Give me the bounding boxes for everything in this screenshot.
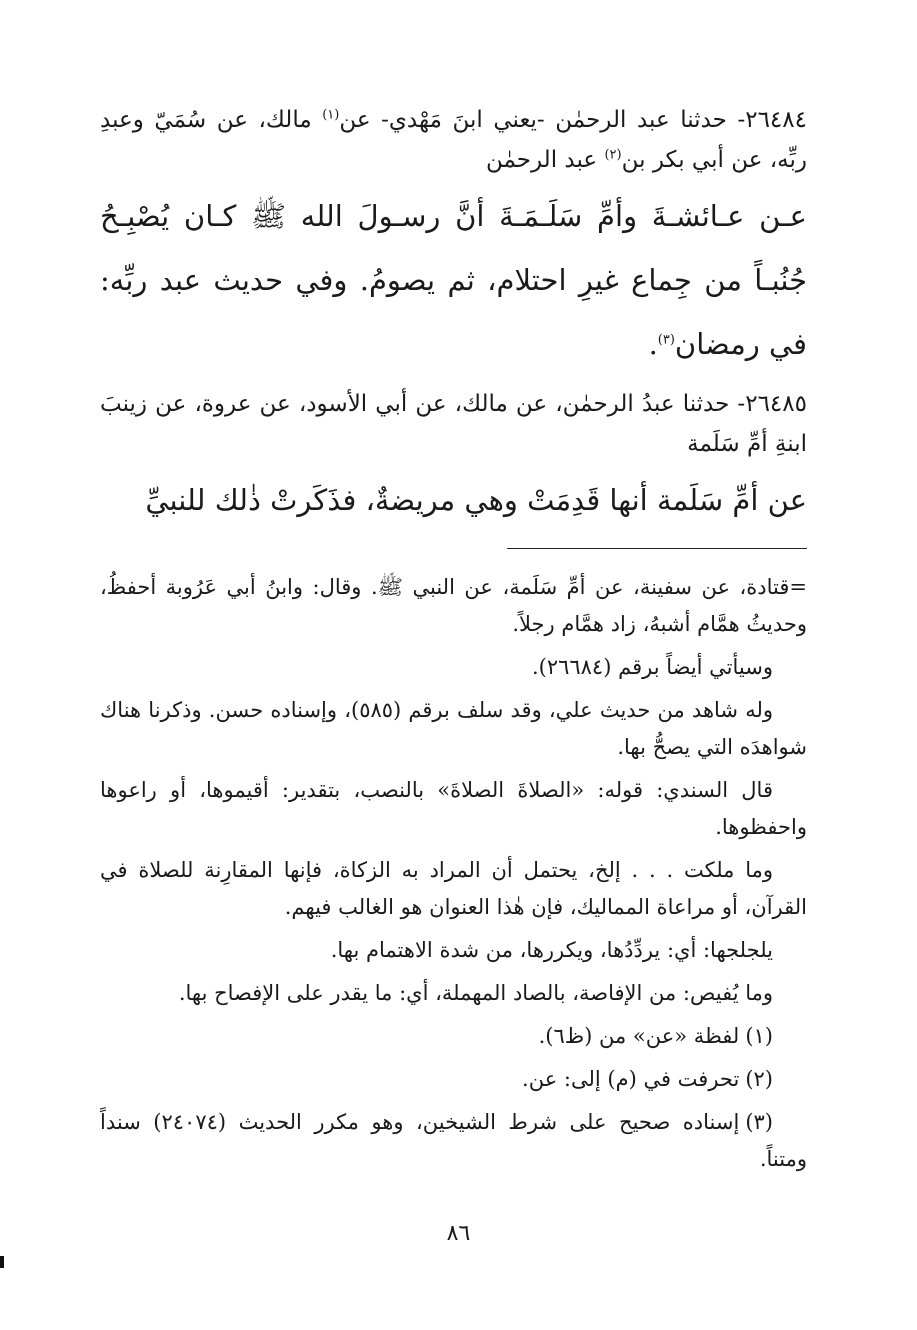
footnote-3	[100, 1104, 807, 1178]
footnote-ref-3[interactable]: (٣)	[657, 332, 675, 348]
isnad-text: مالك، عن سُمَيّ وعبدِ ربِّه، عن أبي بكر بن	[100, 107, 807, 173]
hadith-2684-isnad	[100, 100, 807, 180]
footnote-number: (١)	[745, 1024, 773, 1048]
isnad-text: ٢٦٤٨٤- حدثنا عبد الرحمٰن -يعني ابنَ مَهْدي- عن	[339, 107, 807, 133]
commentary-paragraph: وله شاهد من حديث علي، وقد سلف برقم (٥٨٥)، وإسناده حسن. وذكرنا هناك شواهدَه التي يصحُّ بها.	[100, 698, 807, 759]
footnote-number: (٢)	[745, 1067, 773, 1091]
page-body	[100, 100, 807, 1184]
footnote-ref-1[interactable]: (١)	[322, 107, 340, 123]
hadith-2685-matn: عن أمِّ سَلَمة أنها قَدِمَتْ وهي مريضةٌ، فذَكَرتْ ذٰلك للنبيِّ	[145, 483, 807, 517]
footnote-1	[100, 1018, 807, 1055]
scan-edge-mark	[0, 1256, 4, 1268]
commentary-paragraph: وما يُفيص: من الإفاصة، بالصاد المهملة، أي: ما يقدر على الإفصاح بها.	[178, 981, 773, 1005]
matn-text: عـن عـائشـةَ وأمِّ سَلَـمَـةَ أنَّ رسـولَ الله ﷺ كـان يُصْبِـحُ جُنُبـاً من جِماع غيرِ احتلام، ثم يصومُ. وفي حديث عبد ربِّه: في رمضان	[100, 199, 807, 361]
commentary-paragraph: قال السندي: قوله: «الصلاةَ الصلاةَ» بالنصب، بتقدير: أقيموها، أو راعوها واحفظوها.	[100, 778, 807, 839]
footnote-number: (٣)	[745, 1110, 773, 1134]
commentary-paragraph: =قتادة، عن سفينة، عن أمِّ سَلَمة، عن النبي ﷺ. وقال: وابنُ أبي عَرُوبة أحفظُ، وحديثُ همَّام أشبهُ، زاد همَّام رجلاً.	[100, 575, 807, 636]
footnote-2	[100, 1061, 807, 1098]
footnote-ref-2[interactable]: (٢)	[604, 147, 622, 163]
hadith-2685-isnad: ٢٦٤٨٥- حدثنا عبدُ الرحمٰن، عن مالك، عن أبي الأسود، عن عروة، عن زينبَ ابنةِ أمِّ سَلَمة	[100, 391, 807, 457]
footnote-text: تحرفت في (م) إلى: عن.	[522, 1067, 740, 1091]
footnote-text: لفظة «عن» من (ظ٦).	[538, 1024, 740, 1048]
commentary-paragraph: وسيأتي أيضاً برقم (٢٦٦٨٤).	[531, 655, 773, 679]
commentary-paragraph: وما ملكت . . . إلخ، يحتمل أن المراد به الزكاة، فإنها المقارِنة للصلاة في القرآن، أو مراعاة المماليك، فإن هٰذا العنوان هو الغالب فيهم.	[100, 858, 807, 919]
commentary	[100, 569, 807, 1178]
footnote-divider	[507, 548, 807, 549]
footnote-text: إسناده صحيح على شرط الشيخين، وهو مكرر الحديث (٢٤٠٧٤) سنداً ومتناً.	[100, 1110, 807, 1171]
matn-text: .	[648, 327, 658, 361]
hadith-2684-matn	[100, 184, 807, 376]
commentary-paragraph: يلجلجها: أي: يردِّدُها، ويكررها، من شدة الاهتمام بها.	[330, 938, 773, 962]
page-number: ٨٦	[446, 1221, 471, 1246]
isnad-text: عبد الرحمٰن	[485, 147, 605, 173]
